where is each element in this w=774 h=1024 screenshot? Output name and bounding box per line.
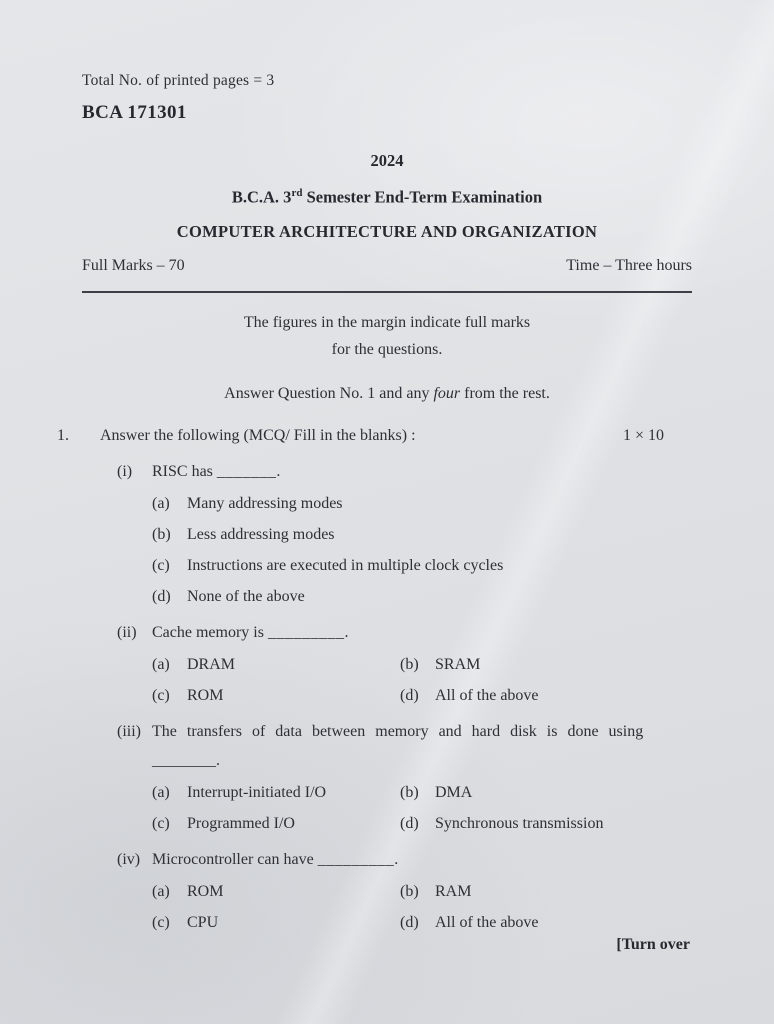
option-text: All of the above [435, 686, 539, 704]
option-row [152, 815, 400, 833]
subquestion-ii-period: . [344, 623, 349, 641]
option-letter: (d) [400, 686, 419, 704]
subquestion-i-options [152, 495, 692, 606]
subquestion-iii [82, 722, 692, 833]
subquestion-i-text [152, 462, 692, 481]
exam-title-pre: B.C.A. 3 [231, 187, 292, 207]
option-row [400, 815, 692, 833]
subquestion-iv-options [152, 883, 692, 932]
option-letter: (c) [152, 556, 170, 574]
option-row [152, 914, 400, 932]
option-row [400, 784, 692, 802]
option-text: Programmed I/O [187, 814, 295, 832]
subquestion-iii-period: . [216, 751, 220, 769]
option-row [152, 687, 400, 705]
subquestion-ii-text [152, 623, 692, 642]
option-row [400, 656, 692, 674]
paper-code: BCA 171301 [82, 102, 187, 123]
margin-instruction-line1: The figures in the margin indicate full marks [243, 313, 531, 331]
option-row [400, 914, 692, 932]
option-text: Many addressing modes [187, 494, 343, 512]
question-1-text: Answer the following (MCQ/ Fill in the blanks) : [100, 426, 416, 444]
option-text: ROM [187, 686, 224, 704]
subquestion-iii-head [82, 722, 692, 741]
exam-year: 2024 [370, 151, 404, 170]
option-text: Interrupt-initiated I/O [187, 783, 327, 801]
answer-instruction-pre: Answer Question No. 1 and any [224, 384, 434, 402]
header-divider-rule [82, 291, 692, 293]
option-letter: (c) [152, 686, 170, 704]
subquestion-i-label: (i) [117, 462, 133, 480]
option-text: DMA [435, 783, 473, 801]
subquestion-iii-text: The transfers of data between memory and hard disk is done using [152, 722, 644, 740]
subquestion-ii [82, 623, 692, 705]
exam-title-post: Semester End-Term Examination [302, 187, 543, 207]
option-row [152, 495, 692, 513]
option-text: All of the above [435, 913, 539, 931]
printed-pages-note: Total No. of printed pages = 3 [82, 72, 275, 89]
subquestion-i [82, 462, 692, 606]
fill-blank: _________ [267, 623, 345, 641]
subquestion-iv-label: (iv) [117, 850, 141, 868]
question-1 [57, 427, 692, 445]
option-letter: (d) [400, 913, 419, 931]
subquestion-ii-label: (ii) [117, 623, 137, 641]
exam-title [82, 187, 692, 208]
option-letter: (b) [400, 882, 419, 900]
question-1-number: 1. [57, 426, 69, 444]
subquestion-iii-options [152, 784, 692, 833]
answer-instruction-post: from the rest. [460, 384, 550, 402]
margin-instruction-line2: for the questions. [331, 340, 443, 358]
subquestion-i-stem: RISC has [152, 462, 213, 480]
option-letter: (a) [152, 882, 170, 900]
option-letter: (b) [400, 783, 419, 801]
option-row [152, 526, 692, 544]
option-row [152, 656, 400, 674]
subject-title: COMPUTER ARCHITECTURE AND ORGANIZATION [176, 221, 598, 241]
option-text: None of the above [187, 587, 305, 605]
subquestion-ii-options [152, 656, 692, 705]
option-letter: (a) [152, 655, 170, 673]
option-row [152, 588, 692, 606]
option-letter: (b) [400, 655, 419, 673]
option-letter: (d) [152, 587, 171, 605]
subquestion-iv-stem: Microcontroller can have [152, 850, 314, 868]
subquestion-iv-head [82, 850, 692, 869]
fill-blank: ________ [152, 751, 216, 769]
option-letter: (b) [152, 525, 171, 543]
option-letter: (a) [152, 783, 170, 801]
subquestion-iii-blank-line [152, 751, 692, 770]
margin-instruction [82, 309, 692, 363]
option-text: Less addressing modes [187, 525, 335, 543]
subquestion-iv-text [152, 850, 692, 869]
option-letter: (c) [152, 913, 170, 931]
subquestion-i-period: . [276, 462, 281, 480]
option-letter: (a) [152, 494, 170, 512]
option-text: Instructions are executed in multiple clock cycles [187, 556, 504, 574]
time-allowed-label: Time – Three hours [566, 256, 692, 274]
fill-blank: _______ [216, 462, 277, 480]
option-row [152, 784, 400, 802]
option-text: RAM [435, 882, 472, 900]
full-marks-label: Full Marks – 70 [82, 256, 185, 274]
fill-blank: _________ [317, 850, 395, 868]
subquestion-ii-stem: Cache memory is [152, 623, 264, 641]
answer-instruction-emphasis: four [433, 384, 461, 402]
exam-title-ordinal: rd [291, 187, 303, 199]
subquestion-iv-period: . [394, 850, 399, 868]
option-letter: (d) [400, 814, 419, 832]
subquestion-iv [82, 850, 692, 932]
subquestion-ii-head [82, 623, 692, 642]
option-text: Synchronous transmission [435, 814, 604, 832]
option-letter: (c) [152, 814, 170, 832]
turn-over-note: [Turn over [616, 936, 690, 953]
question-1-marks: 1 × 10 [622, 426, 664, 444]
option-row [152, 883, 400, 901]
option-row [400, 687, 692, 705]
subquestion-i-head [82, 462, 692, 481]
subquestion-iii-label: (iii) [117, 722, 141, 740]
option-row [400, 883, 692, 901]
option-text: SRAM [435, 655, 481, 673]
marks-time-row [82, 257, 692, 275]
answer-instruction [82, 385, 692, 403]
option-row [152, 557, 692, 575]
option-text: DRAM [187, 655, 236, 673]
option-text: ROM [187, 882, 224, 900]
option-text: CPU [187, 913, 219, 931]
